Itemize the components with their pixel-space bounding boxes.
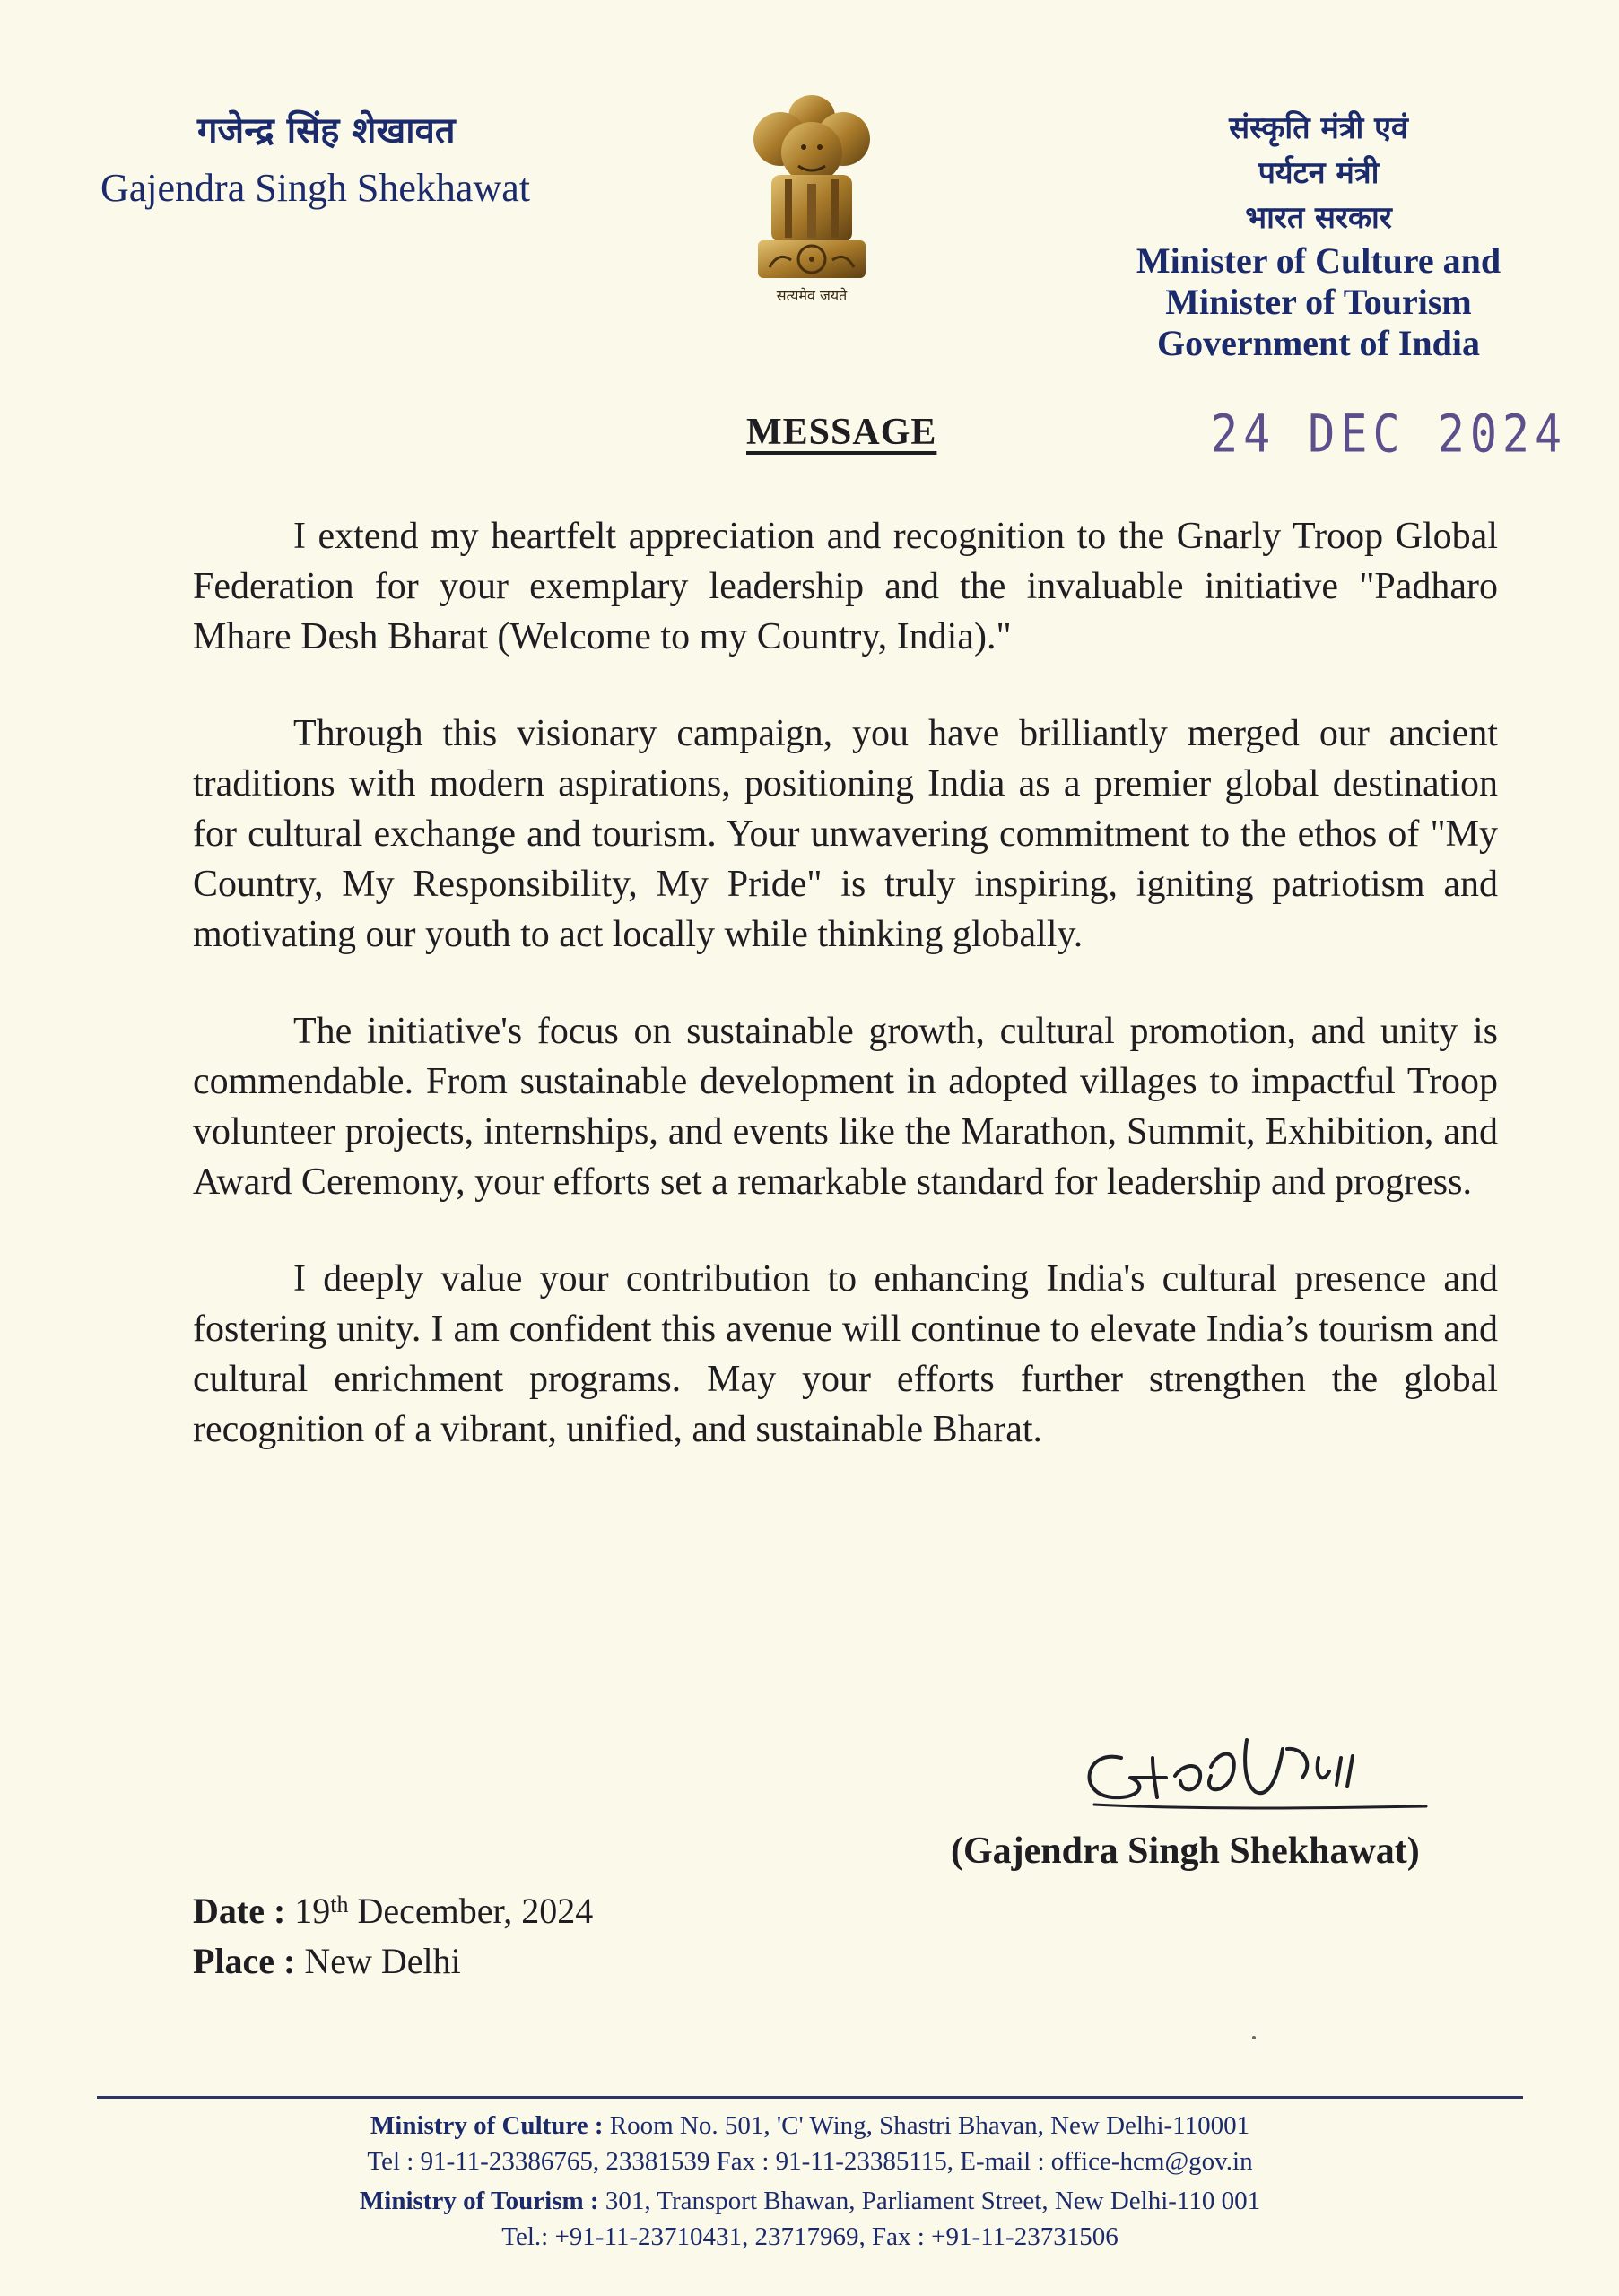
footer-culture-address: Room No. 501, 'C' Wing, Shastri Bhavan, New Delhi-110001 xyxy=(609,2111,1250,2140)
footer-tourism-address-line xyxy=(97,2183,1523,2219)
footer-tourism-label: Ministry of Tourism : xyxy=(359,2187,599,2215)
message-body xyxy=(193,511,1498,1501)
place-label: Place : xyxy=(193,1941,296,1981)
title-hindi-2: पर्यटन मंत्री xyxy=(1258,155,1380,191)
footer-culture-contact: Tel : 91-11-23386765, 23381539 Fax : 91-11-23385115, E-mail : office-hcm@gov.in xyxy=(367,2147,1253,2176)
date-label: Date : xyxy=(193,1891,286,1931)
date-rest: December, 2024 xyxy=(357,1891,594,1931)
message-heading: MESSAGE xyxy=(746,412,937,453)
footer xyxy=(97,2108,1523,2255)
title-english-1: Minister of Culture and xyxy=(1136,240,1501,281)
date-suffix: th xyxy=(330,1892,349,1918)
date-line xyxy=(193,1880,593,1936)
place-value: New Delhi xyxy=(304,1941,461,1981)
date-place-block xyxy=(193,1880,593,1987)
letterhead-name-block xyxy=(100,106,639,213)
national-emblem-icon xyxy=(736,90,888,314)
letterhead-title-block xyxy=(1094,106,1543,364)
emblem-motto: सत्यमेव जयते xyxy=(776,287,848,304)
title-english-3: Government of India xyxy=(1157,323,1480,363)
title-english-2: Minister of Tourism xyxy=(1165,282,1472,322)
title-hindi-3: भारत सरकार xyxy=(1245,200,1392,236)
handwritten-signature xyxy=(1067,1722,1435,1830)
title-hindi-1: संस्कृति मंत्री एवं xyxy=(1229,110,1408,146)
paragraph: The initiative's focus on sustainable growth, cultural promotion, and unity is commendable. From sustainable development in adopted villages to impactful Troop volunteer projects, internships, and events like the Marathon, Summit, Exhibition, and Award Ceremony, your efforts set a remarkable standard for leadership and progress. xyxy=(193,1011,1498,1203)
speck xyxy=(1252,2036,1256,2039)
signatory-name: (Gajendra Singh Shekhawat) xyxy=(951,1831,1420,1872)
footer-culture-label: Ministry of Culture : xyxy=(370,2111,604,2140)
paragraph: I extend my heartfelt appreciation and recognition to the Gnarly Troop Global Federation for your exemplary leadership and the invaluable initiative "Padharo Mhare Desh Bharat (Welcome to my Country, India)." xyxy=(193,516,1498,657)
name-hindi: गजेन्द्र सिंह शेखावत xyxy=(197,109,456,152)
name-english: Gajendra Singh Shekhawat xyxy=(100,166,530,210)
place-line xyxy=(193,1936,593,1987)
paragraph: Through this visionary campaign, you have brilliantly merged our ancient traditions with modern aspirations, positioning India as a premier global destination for cultural exchange and tourism. Your unwavering commitment to the ethos of "My Country, My Responsibility, My Pride" is truly inspiring, igniting patriotism and motivating our youth to act locally while thinking globally. xyxy=(193,713,1498,955)
footer-divider xyxy=(97,2096,1523,2099)
paragraph: I deeply value your contribution to enhancing India's cultural presence and fostering unity. I am confident this avenue will continue to elevate India’s tourism and cultural enrichment programs. May your efforts further strengthen the global recognition of a vibrant, unified, and sustainable Bharat. xyxy=(193,1258,1498,1450)
footer-tourism-address: 301, Transport Bhawan, Parliament Street, New Delhi-110 001 xyxy=(605,2187,1261,2215)
date-day: 19 xyxy=(294,1891,331,1931)
received-date-stamp: 24 DEC 2024 xyxy=(1211,404,1568,465)
footer-culture-address-line xyxy=(97,2108,1523,2144)
footer-tourism-contact: Tel.: +91-11-23710431, 23717969, Fax : +91-11-23731506 xyxy=(501,2222,1119,2251)
